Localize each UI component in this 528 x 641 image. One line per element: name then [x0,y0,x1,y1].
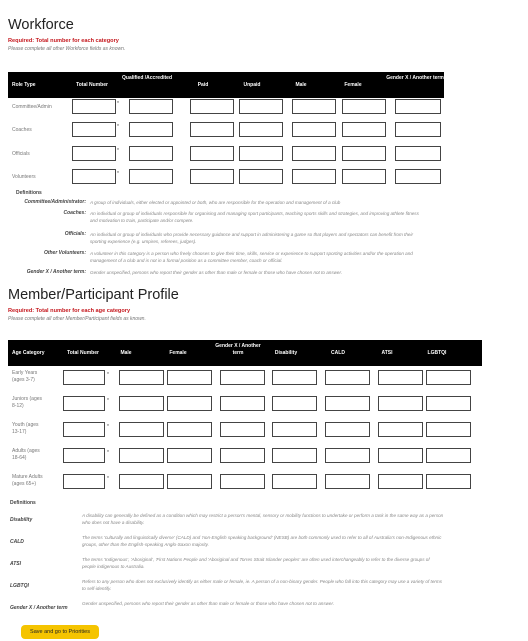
row-label: Officials [12,151,30,157]
count-input[interactable] [272,474,317,489]
count-input[interactable] [292,146,336,161]
count-input[interactable] [292,99,336,114]
col-male: Male [295,82,307,88]
age-category-label [12,396,60,410]
workforce-required-note: Required: Total number for each category [8,38,119,44]
count-input[interactable] [378,448,423,463]
total-number-input[interactable] [63,396,105,411]
definition-term: LGBTQI [10,583,29,589]
col-role-type: Role Type [12,82,36,88]
col-cald: CALD [331,350,345,356]
count-input[interactable] [426,448,471,463]
definition-text: A volunteer in this category is a person who freely chooses to give their time, skills, service or experience to support sporting activities and/or the operation and management of a club and is not in a formal position as a committee member, coach or official. [90,251,413,264]
member-info-note: Please complete all other Member/Participant fields as known. [8,316,146,322]
age-category-name: Mature Adults [12,474,43,480]
count-input[interactable] [395,169,441,184]
count-input[interactable] [119,474,164,489]
count-input[interactable] [272,370,317,385]
member-definitions-title: Definitions [10,500,36,506]
count-input[interactable] [292,169,336,184]
count-input[interactable] [325,396,370,411]
definition-term: Committee/Administrator: [24,199,86,205]
definition-term: Officials: [64,231,86,237]
definition-text: Refers to any person who does not exclusively identify as either male or female, ie. A person of a non-binary gender. People who fall into this category may use a variety of terms to self-identify. [82,579,443,592]
age-category-label [12,370,60,384]
count-input[interactable] [119,396,164,411]
age-category-name: Early Years [12,370,38,376]
save-and-go-to-priorities-button[interactable]: Save and go to Priorities [21,625,99,639]
count-input[interactable] [129,122,173,137]
count-input[interactable] [129,169,173,184]
total-number-input[interactable] [63,422,105,437]
required-asterisk: * [107,450,109,456]
count-input[interactable] [342,169,386,184]
count-input[interactable] [239,169,283,184]
age-category-name: Adults (ages [12,448,40,454]
count-input[interactable] [325,448,370,463]
col-total-number: Total Number [67,350,99,356]
count-input[interactable] [190,169,234,184]
count-input[interactable] [167,396,212,411]
count-input[interactable] [119,370,164,385]
count-input[interactable] [167,422,212,437]
required-asterisk: * [107,372,109,378]
count-input[interactable] [378,370,423,385]
definition-term: Gender X / Another term [10,605,68,611]
required-asterisk: * [107,476,109,482]
count-input[interactable] [190,122,234,137]
count-input[interactable] [342,146,386,161]
count-input[interactable] [239,99,283,114]
col-qualified: Qualified /Accredited [122,75,173,81]
col-atsi: ATSI [381,350,393,356]
count-input[interactable] [239,122,283,137]
col-age-category: Age Category [12,350,45,356]
count-input[interactable] [239,146,283,161]
count-input[interactable] [342,122,386,137]
required-asterisk: * [117,101,119,107]
definition-term: CALD [10,539,24,545]
count-input[interactable] [167,370,212,385]
age-category-range: 8-12) [12,403,24,409]
required-asterisk: * [117,148,119,154]
total-number-input[interactable] [63,370,105,385]
count-input[interactable] [272,448,317,463]
count-input[interactable] [426,396,471,411]
count-input[interactable] [395,146,441,161]
count-input[interactable] [220,396,265,411]
definition-term: Other Volunteers: [43,250,86,256]
workforce-info-note: Please complete all other Workforce fields as known. [8,46,126,52]
definition-text: The terms 'Indigenous', 'Aboriginal', 'First Nations People and 'Aboriginal and Torres Strait Islander peoples' are often used interchangeably to refer to the diverse groups of people indigenous to Australia. [82,557,430,570]
col-unpaid: Unpaid [243,82,261,88]
count-input[interactable] [220,422,265,437]
col-female: Female [344,82,362,88]
required-asterisk: * [107,424,109,430]
count-input[interactable] [129,99,173,114]
definition-text: Gender unspecified, persons who report their gender as other than male or female or those who have chosen not to answer. [82,601,335,606]
col-female: Female [169,350,187,356]
member-table-header [8,340,482,366]
member-required-note: Required: Total number for each age category [8,308,131,314]
total-number-input[interactable] [72,146,116,161]
count-input[interactable] [129,146,173,161]
definition-term: ATSI [10,561,22,567]
required-asterisk: * [117,124,119,130]
count-input[interactable] [119,422,164,437]
total-number-input[interactable] [63,474,105,489]
count-input[interactable] [119,448,164,463]
definition-text: A disability can generally be defined as a condition which may restrict a person's mental, sensory or mobility functions to undertake or perform a task in the same way as a person who does not have a disability. [82,513,444,526]
count-input[interactable] [426,474,471,489]
count-input[interactable] [426,370,471,385]
workforce-title: Workforce [8,17,74,33]
col-gender-x: Gender X / Another term [215,343,261,356]
count-input[interactable] [378,422,423,437]
definition-term: Gender X / Another term: [26,269,86,275]
row-label: Committee/Admin [12,104,52,110]
col-disability: Disability [274,350,298,356]
row-label: Coaches [12,127,32,133]
count-input[interactable] [190,146,234,161]
count-input[interactable] [378,474,423,489]
count-input[interactable] [378,396,423,411]
count-input[interactable] [342,99,386,114]
age-category-range: (ages 3-7) [12,377,35,383]
total-number-input[interactable] [72,99,116,114]
count-input[interactable] [325,422,370,437]
total-number-input[interactable] [63,448,105,463]
count-input[interactable] [426,422,471,437]
total-number-input[interactable] [72,122,116,137]
definition-text: Gender unspecified, persons who report their gender as other than male or female or those who have chosen not to answer. [90,270,343,275]
count-input[interactable] [167,474,212,489]
count-input[interactable] [395,99,441,114]
required-asterisk: * [107,398,109,404]
age-category-range: 13-17) [12,429,27,435]
col-gender-x: Gender X / Another term [386,75,444,81]
count-input[interactable] [325,370,370,385]
count-input[interactable] [395,122,441,137]
definition-text: An individual or group of individuals responsible for organising and managing sport participants, teaching sports skills and strategies, and improving athlete fitness and motivation to train, participate and/or compete. [90,211,419,224]
definition-text: A group of individuals, either elected or appointed or both, who are responsible for the operation and management of a club [90,200,341,205]
member-title: Member/Participant Profile [8,287,179,303]
col-lgbtqi: LGBTQI [427,350,447,356]
age-category-label [12,474,60,488]
count-input[interactable] [292,122,336,137]
definition-text: The terms 'culturally and linguistically diverse' (CALD) and 'non-English speaking background' (NESB) are both commonly used to refer to all of Australia's non-Indigenous ethnic groups, other than the English-speaking Anglo-Saxon majority. [82,535,442,548]
col-paid: Paid [197,82,209,88]
count-input[interactable] [272,396,317,411]
row-label: Volunteers [12,174,36,180]
definition-text: An individual or group of individuals who provide necessary guidance and support in administering a game so that players and spectators can benefit from their sporting experience (e.g. umpires, referees, judges). [90,232,414,245]
count-input[interactable] [190,99,234,114]
age-category-range: 18-64) [12,455,27,461]
workforce-table-header [8,72,444,98]
age-category-label [12,448,60,462]
count-input[interactable] [220,370,265,385]
count-input[interactable] [220,474,265,489]
age-category-label [12,422,60,436]
age-category-range: (ages 65+) [12,481,37,487]
age-category-name: Youth (ages [12,422,39,428]
col-total-number: Total Number [76,82,108,88]
definition-term: Coaches: [63,210,86,216]
col-male: Male [120,350,132,356]
count-input[interactable] [220,448,265,463]
count-input[interactable] [272,422,317,437]
workforce-definitions-title: Definitions [16,190,42,196]
age-category-name: Juniors (ages [12,396,43,402]
definition-term: Disability [10,517,33,523]
count-input[interactable] [167,448,212,463]
total-number-input[interactable] [72,169,116,184]
count-input[interactable] [325,474,370,489]
required-asterisk: * [117,171,119,177]
